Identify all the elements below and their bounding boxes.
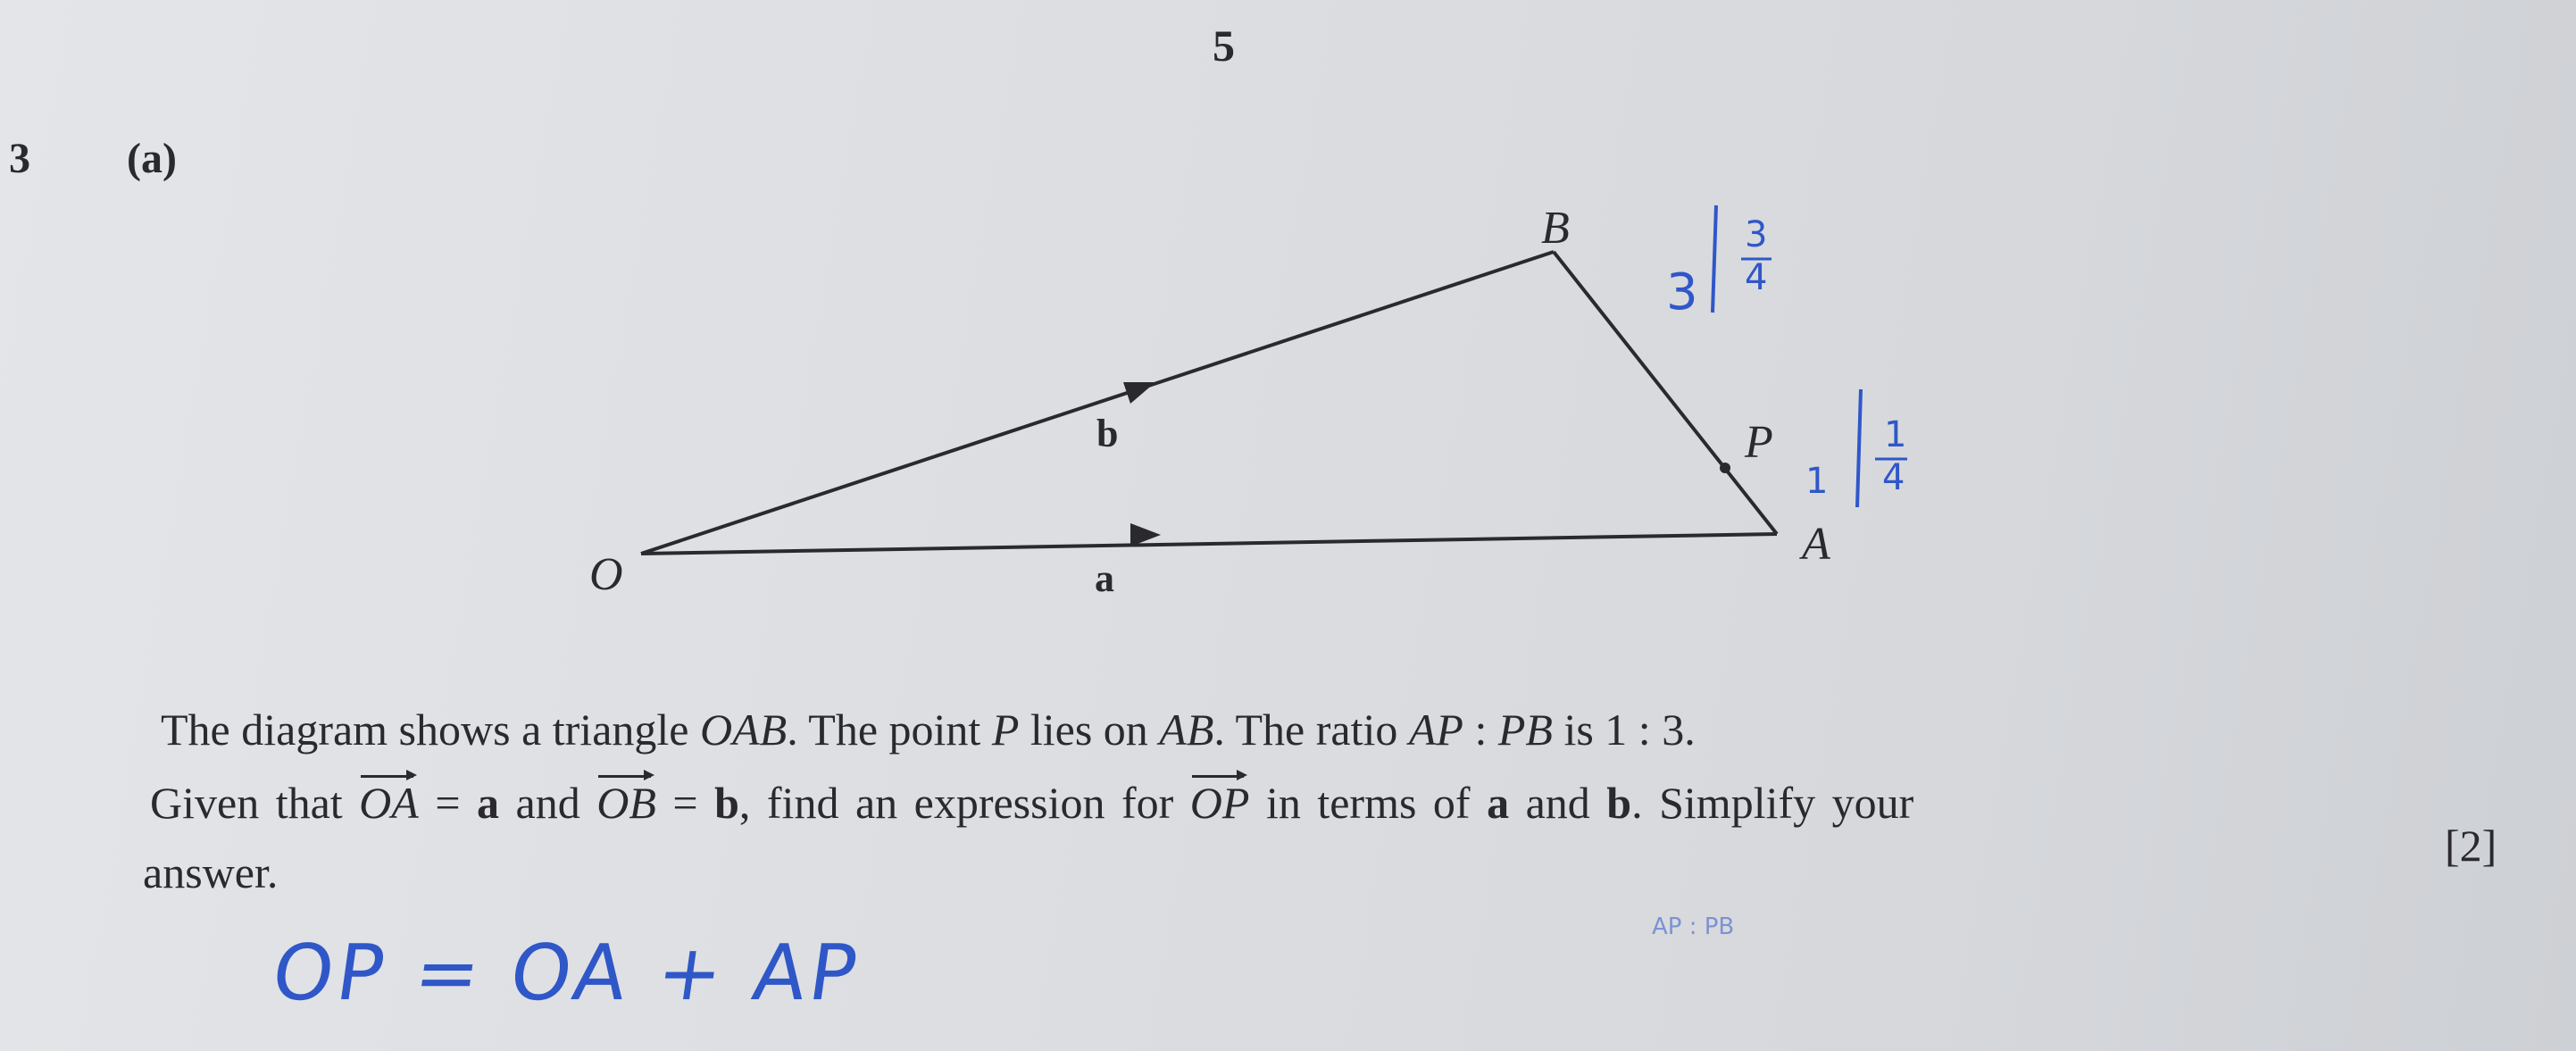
hand-faint-note: AP : PB bbox=[1652, 913, 1735, 940]
vector-oa: OA bbox=[359, 770, 419, 829]
point-p bbox=[1720, 463, 1730, 473]
page-number: 5 bbox=[1213, 21, 1235, 71]
segment-ap: AP bbox=[1408, 705, 1463, 755]
hand-ratio-bottom-den: 4 bbox=[1882, 457, 1905, 498]
hand-ratio-bottom-whole: 1 bbox=[1805, 461, 1829, 502]
segment-pb: PB bbox=[1497, 705, 1553, 755]
text: . The point bbox=[787, 705, 992, 755]
text: = bbox=[655, 778, 715, 828]
vector-b: b bbox=[714, 778, 739, 828]
label-vector-a: a bbox=[1095, 556, 1114, 600]
label-o: O bbox=[589, 549, 623, 600]
text: The diagram shows a triangle bbox=[161, 705, 700, 755]
question-line-1 bbox=[161, 704, 1696, 755]
question-part: (a) bbox=[127, 135, 177, 182]
vector-b: b bbox=[1606, 778, 1632, 828]
text: in terms of bbox=[1249, 778, 1488, 828]
vector-ob: OB bbox=[596, 770, 656, 829]
label-b: B bbox=[1541, 203, 1570, 254]
text: and bbox=[499, 778, 597, 828]
vector-op: OP bbox=[1190, 770, 1250, 829]
arrow-b-icon bbox=[1123, 382, 1155, 404]
hand-ratio-top-whole: 3 bbox=[1666, 263, 1698, 321]
text: . Simplify your bbox=[1631, 778, 1914, 828]
triangle-name: OAB bbox=[699, 705, 788, 755]
segment-name: AB bbox=[1159, 705, 1214, 755]
text: Given that bbox=[150, 778, 360, 828]
side-oa bbox=[641, 534, 1777, 554]
question-line-3: answer. bbox=[143, 847, 279, 897]
text: , find an expression for bbox=[738, 778, 1190, 828]
vector-a: a bbox=[477, 778, 500, 828]
text: lies on bbox=[1019, 705, 1160, 755]
text: . The ratio bbox=[1213, 705, 1409, 755]
marks-allocation: [2] bbox=[2445, 821, 2497, 871]
label-p: P bbox=[1745, 417, 1773, 468]
side-ab bbox=[1554, 252, 1777, 534]
point-name: P bbox=[991, 705, 1020, 755]
side-ob bbox=[641, 252, 1554, 554]
question-line-2 bbox=[150, 770, 1913, 829]
question-number: 3 bbox=[9, 135, 30, 182]
text: is 1 : 3. bbox=[1552, 705, 1696, 755]
label-vector-b: b bbox=[1096, 412, 1119, 455]
text: and bbox=[1509, 778, 1607, 828]
hand-ratio-bottom-num: 1 bbox=[1884, 414, 1907, 455]
hand-ratio-top-num: 3 bbox=[1745, 214, 1768, 255]
vector-a: a bbox=[1487, 778, 1510, 828]
text: = bbox=[418, 778, 478, 828]
label-a: A bbox=[1802, 519, 1830, 570]
ratio-colon: : bbox=[1463, 705, 1498, 755]
hand-ratio-top-den: 4 bbox=[1745, 257, 1768, 298]
handwritten-answer: OP = OA + AP bbox=[266, 929, 866, 1018]
